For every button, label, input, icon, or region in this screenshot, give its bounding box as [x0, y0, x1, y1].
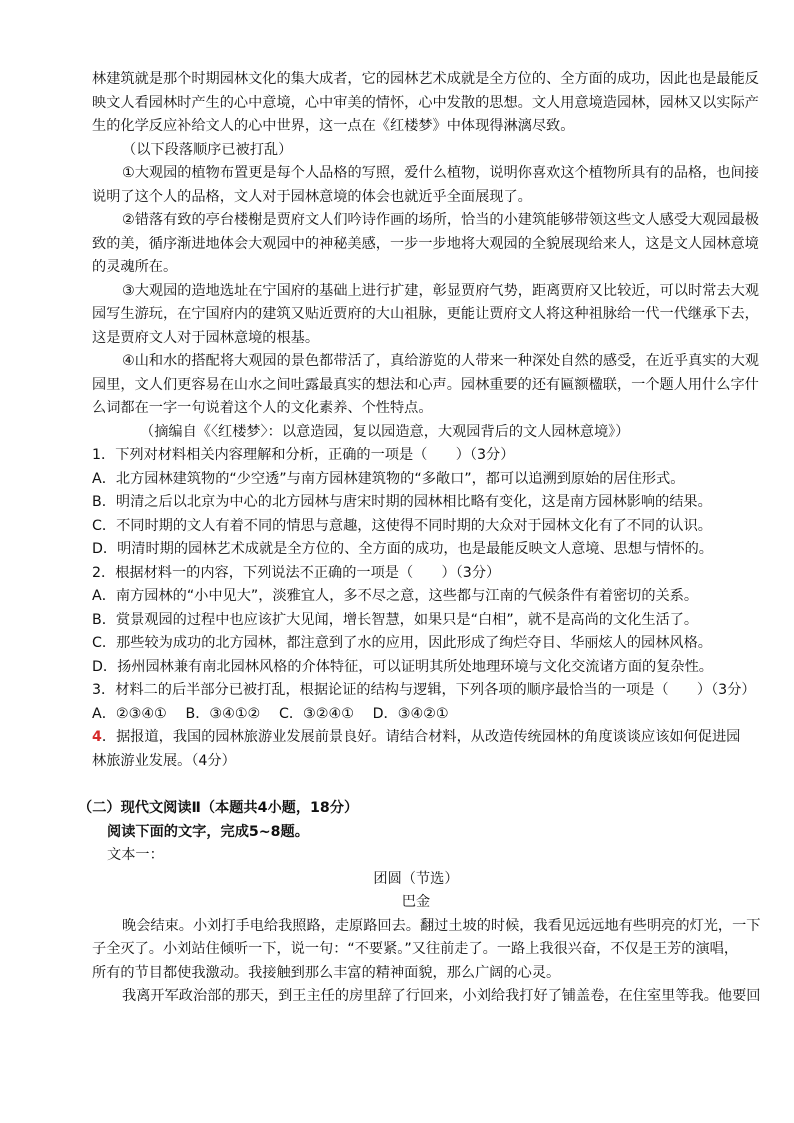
question-1-option-b: B．明清之后以北京为中心的北方园林与唐宋时期的园林相比略有变化，这是南方园林影响的结果。: [92, 494, 712, 510]
question-4-text: ．据报道，我国的园林旅游业发展前景良好。请结合材料，从改造传统园林的角度谈谈应该如何促进园: [101, 729, 741, 745]
passage-para-2-line-1: 我离开军政治部的那天，到王主任的房里辞了行回来，小刘给我打好了铺盖卷，在住室里等我。他要回: [122, 988, 761, 1004]
passage-para-1-line-1: 晚会结束。小刘打手电给我照路，走原路回去。翻过土坡的时候，我看见远远地有些明亮的灯光，一下: [122, 917, 761, 934]
para-4-line-3: 么词都在一字一句说着这个人的文化素养、个性特点。: [92, 400, 433, 416]
passage-author: 巴金: [401, 894, 431, 910]
para-2-line-3: 的灵魂所在。: [92, 259, 178, 275]
shuffled-note: （以下段落顺序已被打乱）: [122, 141, 293, 158]
para-1-line-1: ①大观园的植物布置更是每个人品格的写照，爱什么植物，说明你喜欢这个植物所具有的品格，也间接: [122, 165, 759, 181]
passage-para-1-line-2: 子全灭了。小刘站住倾听一下，说一句：“不要紧。”又往前走了。一路上我很兴奋，不仅是王芳的演唱，: [92, 941, 739, 957]
question-2-option-a: A．南方园林的“小中见大”，淡雅宜人，多不尽之意，这些都与江南的气候条件有着密切的关系。: [92, 588, 699, 604]
question-1-option-c: C．不同时期的文人有着不同的情思与意趣，这使得不同时期的大众对于园林文化有了不同的认识。: [92, 517, 712, 534]
section-2-heading: （二）现代文阅读Ⅱ（本题共4小题，18分）: [78, 800, 359, 816]
intro-line-3: 生的化学反应补给文人的心中世界，这一点在《红楼梦》中体现得淋漓尽致。: [92, 118, 575, 134]
question-2: 2．根据材料一的内容，下列说法不正确的一项是（ ）（3分）: [92, 564, 501, 581]
question-2-option-b: B．赏景观园的过程中也应该扩大见闻，增长智慧，如果只是“白相”，就不是高尚的文化生活了。: [92, 611, 699, 628]
question-1: 1．下列对材料相关内容理解和分析，正确的一项是（ ）（3分）: [92, 447, 515, 463]
para-3-line-1: ③大观园的造地选址在宁国府的基础上进行扩建，彰显贾府气势，距离贾府又比较近，可以时常去大观: [122, 282, 759, 299]
section-spacer: [92, 773, 728, 797]
para-2-line-2: 致的美，循序渐进地体会大观园中的神秘美感，一步一步地将大观园的全貌展现给来人，这是文人园林意境: [92, 235, 759, 252]
para-2-line-1: ②错落有致的亭台楼榭是贾府文人们吟诗作画的场所，恰当的小建筑能够带领这些文人感受大观园最极: [122, 212, 759, 228]
question-2-option-d: D．扬州园林兼有南北园林风格的介体特征，可以证明其所处地理环境与文化交流诸方面的复杂性。: [92, 658, 713, 675]
para-3-line-2: 园写生游玩，在宁国府内的建筑又贴近贾府的大山祖脉，更能让贾府文人将这种祖脉给一代一代继承下去，: [92, 306, 759, 322]
intro-line-1: 林建筑就是那个时期园林文化的集大成者，它的园林艺术成就是全方位的、全方面的成功，因此也是最能反: [92, 71, 759, 87]
source-note: （摘编自《〈红楼梦〉：以意造园，复以园造意，大观园背后的文人园林意境》）: [140, 423, 630, 440]
passage-title: 团圆（节选）: [373, 870, 459, 887]
question-2-option-c: C．那些较为成功的北方园林，都注意到了水的应用，因此形成了绚烂夺目、华丽炫人的园林风格。: [92, 635, 712, 651]
question-1-option-a: A．北方园林建筑物的“少空透”与南方园林建筑物的“多敞口”，都可以追溯到原始的居住形式。: [92, 470, 685, 487]
section-2-instruction: 阅读下面的文字，完成5~8题。: [107, 823, 309, 840]
question-4-line-1: [92, 726, 741, 750]
para-3-line-3: 这是贾府文人对于园林意境的根基。: [92, 329, 320, 346]
passage-para-1-line-3: 所有的节目都使我激动。我接触到那么丰富的精神面貌，那么广阔的心灵。: [92, 964, 561, 981]
document-page: [78, 68, 761, 1009]
question-3-options: A．②③④① B．③④①② C．③②④① D．③④②①: [92, 705, 449, 722]
question-3: 3．材料二的后半部分已被打乱，根据论证的结构与逻辑，下列各项的顺序最恰当的一项是（ ）（3分）: [92, 682, 756, 698]
para-1-line-2: 说明了这个人的品格，文人对于园林意境的体会也就近乎全面展现了。: [92, 188, 532, 205]
question-4-line-2: 林旅游业发展。（4分）: [92, 752, 236, 769]
intro-line-2: 映文人看园林时产生的心中意境，心中审美的情怀，心中发散的思想。文人用意境造园林，园林又以实际产: [92, 94, 759, 111]
question-1-option-d: D．明清时期的园林艺术成就是全方位的、全方面的成功，也是最能反映文人意境、思想与情怀的。: [92, 541, 713, 557]
question-4-number: 4: [92, 729, 102, 745]
text-one-label: 文本一：: [107, 847, 164, 863]
para-4-line-2: 园里，文人们更容易在山水之间吐露最真实的想法和心声。园林重要的还有匾额楹联，一个题人用什么字什: [92, 376, 759, 393]
para-4-line-1: ④山和水的搭配将大观园的景色都带活了，真给游览的人带来一种深处自然的感受，在近乎真实的大观: [122, 353, 759, 369]
